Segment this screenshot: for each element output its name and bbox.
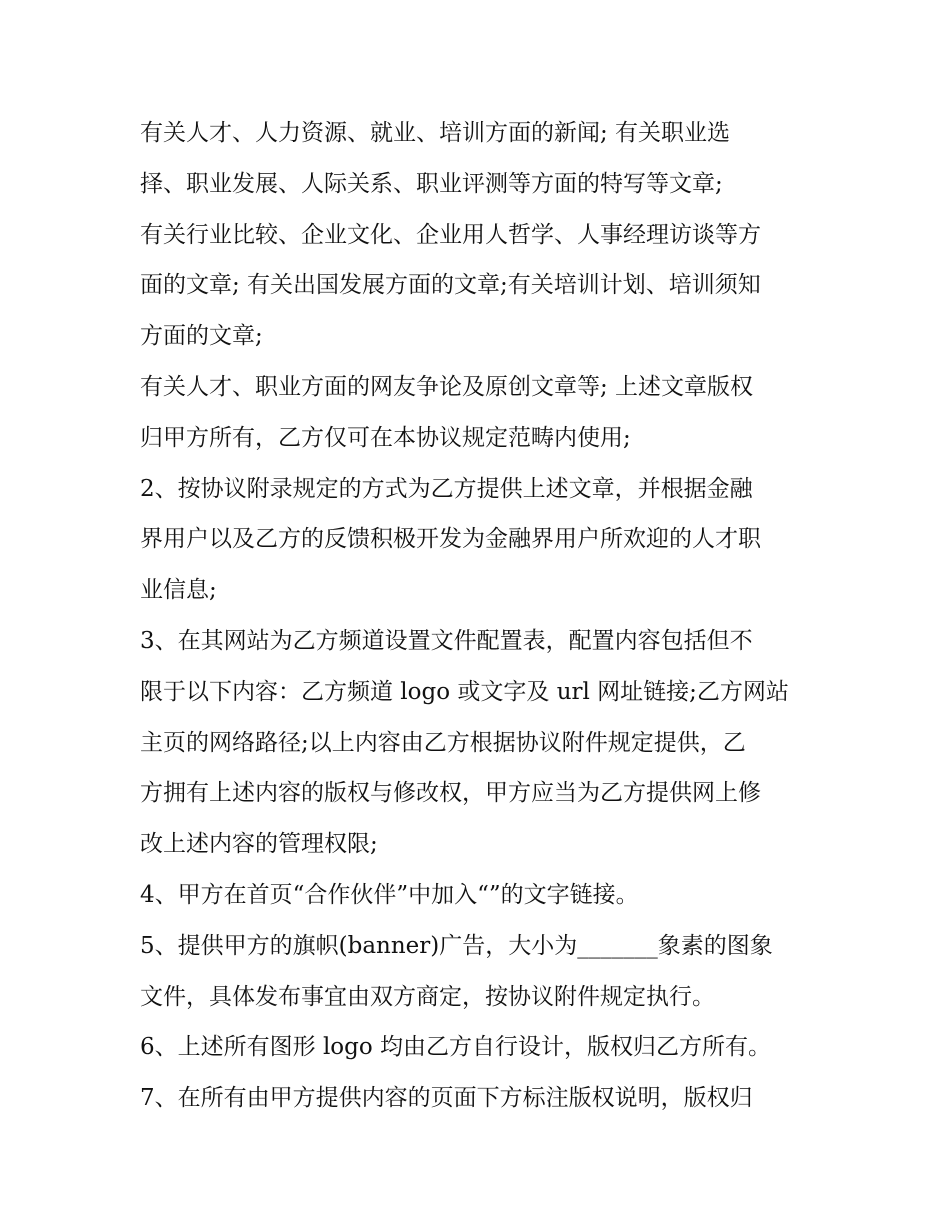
text-line-20: 7、在所有由甲方提供内容的页面下方标注版权说明，版权归 bbox=[140, 1085, 753, 1112]
text-line-13: 主页的网络路径;以上内容由乙方根据协议附件规定提供，乙 bbox=[140, 729, 746, 756]
text-line-5: 方面的文章; bbox=[140, 323, 263, 350]
text-line-10: 业信息; bbox=[140, 577, 217, 604]
text-line-18: 文件，具体发布事宜由双方商定，按协议附件规定执行。 bbox=[140, 983, 715, 1010]
text-line-11: 3、在其网站为乙方频道设置文件配置表，配置内容包括但不 bbox=[140, 627, 753, 654]
text-line-6: 有关人才、职业方面的网友争论及原创文章等; 上述文章版权 bbox=[140, 373, 754, 400]
text-line-3: 有关行业比较、企业文化、企业用人哲学、人事经理访谈等方 bbox=[140, 221, 761, 248]
text-line-14: 方拥有上述内容的版权与修改权，甲方应当为乙方提供网上修 bbox=[140, 780, 761, 807]
text-line-9: 界用户以及乙方的反馈积极开发为金融界用户所欢迎的人才职 bbox=[140, 526, 761, 553]
text-line-12: 限于以下内容：乙方频道 logo 或文字及 url 网址链接;乙方网站 bbox=[140, 678, 789, 705]
document-body bbox=[140, 108, 820, 1124]
text-line-2: 择、职业发展、人际关系、职业评测等方面的特写等文章; bbox=[140, 170, 723, 197]
text-line-8: 2、按协议附录规定的方式为乙方提供上述文章，并根据金融 bbox=[140, 475, 753, 502]
text-line-19: 6、上述所有图形 logo 均由乙方自行设计，版权归乙方所有。 bbox=[140, 1034, 772, 1061]
text-line-15: 改上述内容的管理权限; bbox=[140, 831, 378, 858]
text-line-1: 有关人才、人力资源、就业、培训方面的新闻; 有关职业选 bbox=[140, 120, 731, 146]
text-line-16: 4、甲方在首页“合作伙伴”中加入“”的文字链接。 bbox=[140, 881, 639, 908]
text-line-17: 5、提供甲方的旗帜(banner)广告，大小为_______象素的图象 bbox=[140, 932, 773, 959]
text-line-7: 归甲方所有，乙方仅可在本协议规定范畴内使用; bbox=[140, 424, 631, 451]
text-line-4: 面的文章; 有关出国发展方面的文章;有关培训计划、培训须知 bbox=[140, 272, 761, 299]
